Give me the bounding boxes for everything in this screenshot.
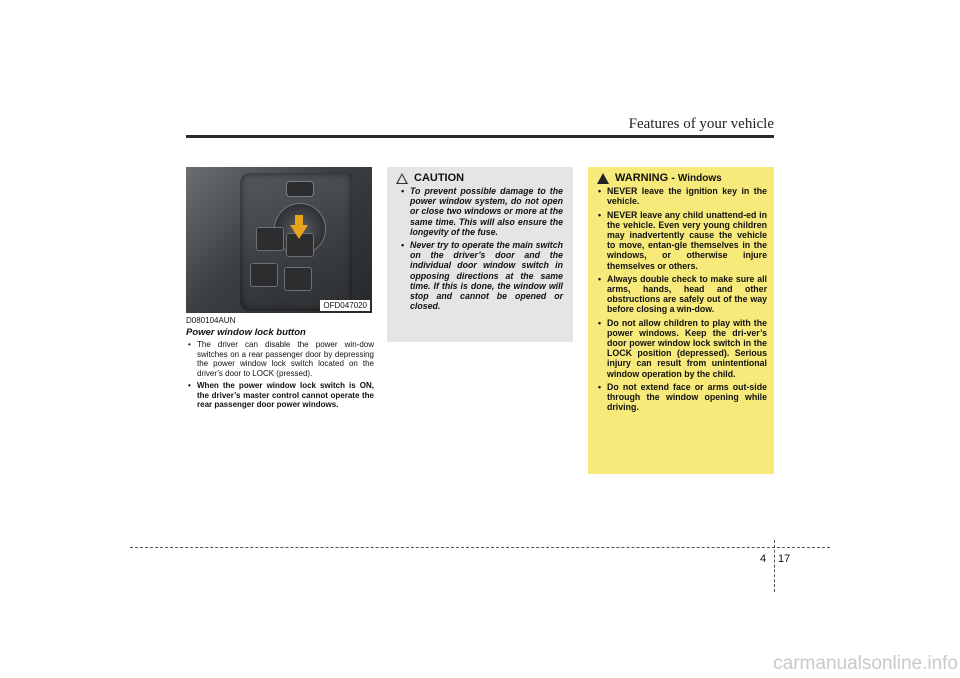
section-code: D080104AUN <box>186 316 236 325</box>
door-switch-photo <box>186 167 372 313</box>
section-heading: Power window lock button <box>186 326 306 338</box>
caution-title: CAUTION <box>414 172 465 185</box>
warning-item: • Do not allow children to play with the power windows. Keep the dri-ver’s door power window lock switch in the LOCK position (depressed). Serious injury can result from unintentional window operation by the child. <box>596 318 767 379</box>
caution-item: • To prevent possible damage to the power window system, do not open or close two windows or more at the same time. This will also ensure the longevity of the fuse. <box>399 186 563 237</box>
caution-box <box>387 167 573 342</box>
pointer-arrow-icon <box>290 225 308 239</box>
warning-item: • NEVER leave the ignition key in the vehicle. <box>596 186 767 206</box>
caution-triangle-icon <box>396 173 408 184</box>
window-switch-graphic <box>284 267 312 291</box>
chapter-number: 4 <box>760 553 767 565</box>
page-number: 17 <box>778 553 791 565</box>
page-header-title: Features of your vehicle <box>628 116 774 132</box>
warning-box <box>588 167 774 474</box>
header-rule <box>186 135 774 138</box>
footer-divider <box>774 540 775 592</box>
window-lock-switch <box>256 227 284 251</box>
bullet-item: • The driver can disable the power win-dow switches on a rear passenger door by depressing the power window lock switch located on the driver’s door to LOCK (pressed). <box>186 340 374 378</box>
warning-title: WARNING - <box>615 172 675 184</box>
mirror-fold-knob <box>286 181 314 197</box>
bullet-item: • When the power window lock switch is ON, the driver’s master control cannot operate the rear passenger door power windows. <box>186 381 374 410</box>
warning-item: • NEVER leave any child unattend-ed in the vehicle. Even very young children may inadvertently cause the vehicle to move, entan-gle themselves in the windows, or otherwise injure themselves or others. <box>596 210 767 271</box>
window-switch-graphic <box>250 263 278 287</box>
warning-item: • Do not extend face or arms out-side through the window opening while driving. <box>596 382 767 413</box>
caution-item: • Never try to operate the main switch on the driver’s door and the individual door window switch in opposing directions at the same time. If this is done, the window will stop and cannot be opened or closed. <box>399 240 563 311</box>
warning-triangle-icon <box>597 173 609 184</box>
warning-topic: Windows <box>677 173 722 184</box>
photo-code: OFD047020 <box>320 300 370 311</box>
watermark: carmanualsonline.info <box>773 653 958 674</box>
warning-item: • Always double check to make sure all arms, hands, head and other obstructions are safely out of the way before closing a win-dow. <box>596 274 767 315</box>
lock-button-section <box>186 316 374 413</box>
footer-rule <box>130 547 830 548</box>
